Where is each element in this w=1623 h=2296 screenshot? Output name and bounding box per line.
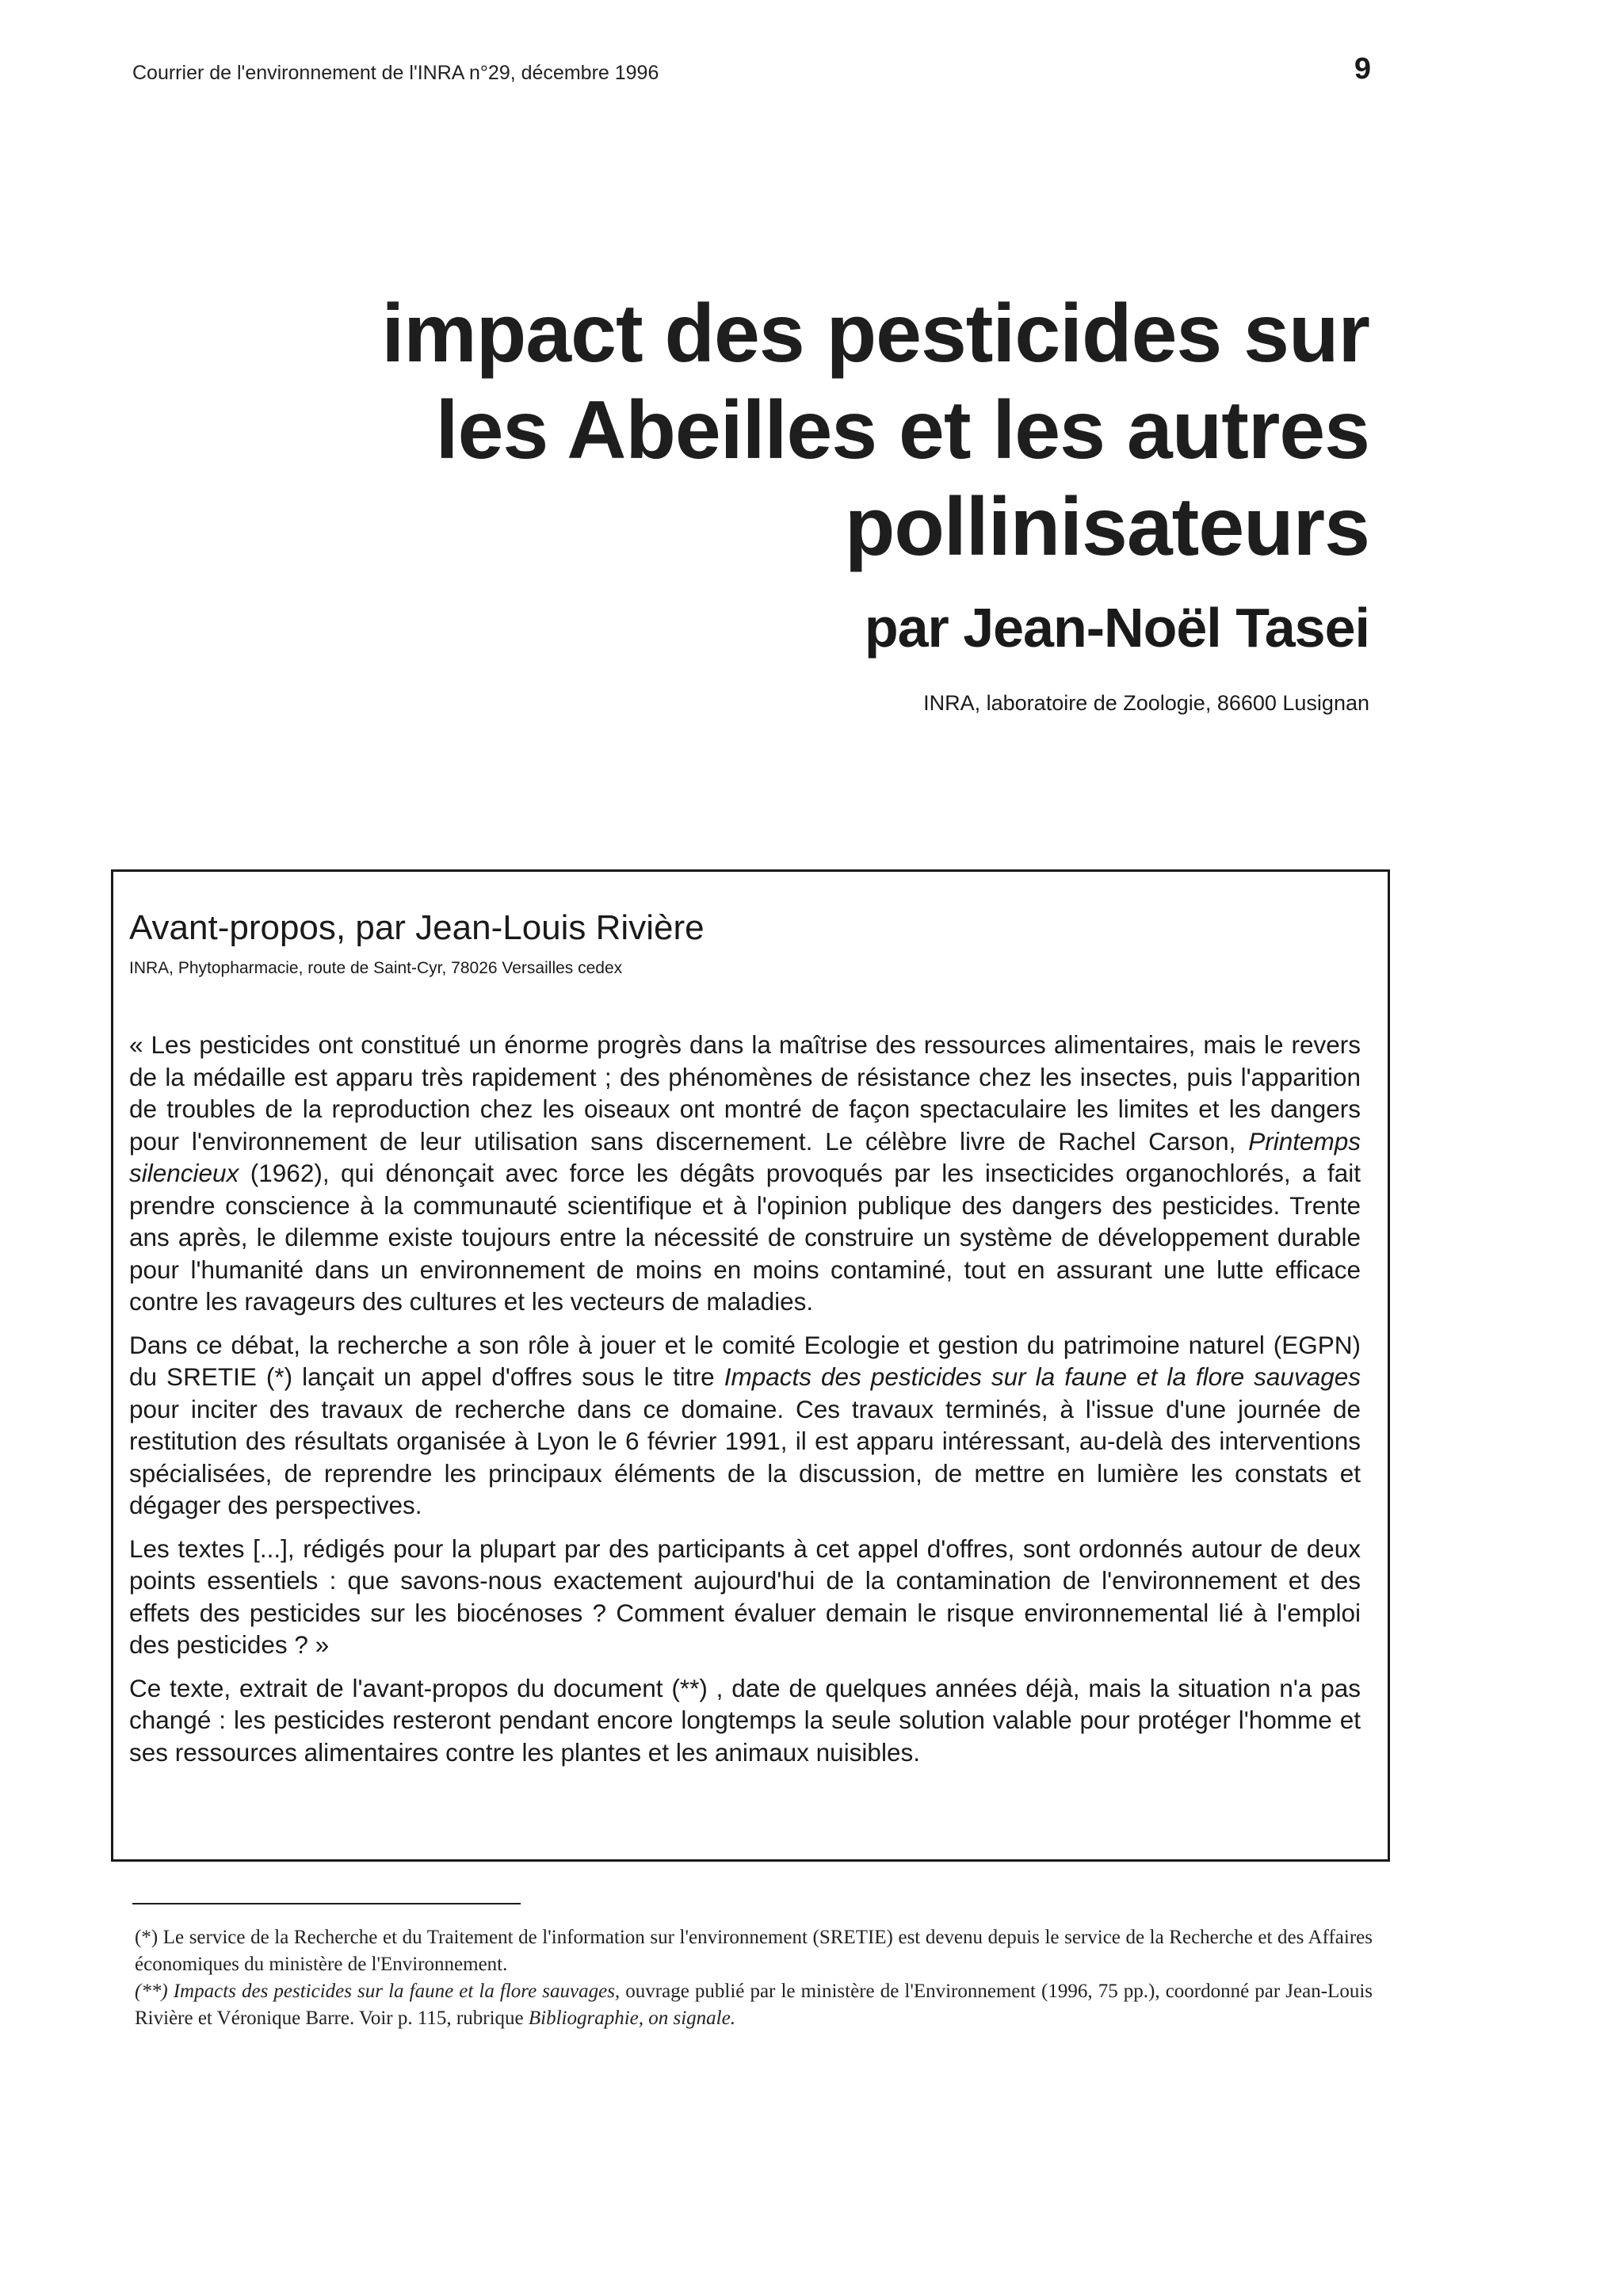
text-run: (1962), qui dénonçait avec force les dégâts provoqués par les insecticides organochlorés, a fait prendre conscience à la communauté scientifique et à l'opinion publique des dangers des pesticides. Trente ans après, le dilemme existe toujours entre la nécessité de construire un système de développement durable pour l'humanité dans un environnement de moins en moins contaminé, tout en assurant une lutte efficace contre les ravageurs des cultures et les vecteurs de maladies.: [129, 1159, 1361, 1316]
journal-header: Courrier de l'environnement de l'INRA n°29, décembre 1996: [132, 62, 659, 84]
program-title: Impacts des pesticides sur la faune et la flore sauvages: [724, 1362, 1361, 1391]
footnote-divider: [132, 1903, 521, 1904]
foreword-paragraph: [129, 1029, 1361, 1318]
text-run: « Les pesticides ont constitué un énorme progrès dans la maîtrise des ressources alimentaires, mais le revers de la médaille est apparu très rapidement ; des phénomènes de résistance chez les insectes, puis l'apparition de troubles de la reproduction chez les oiseaux ont montré de façon spectaculaire les limites et les dangers pour l'environnement de leur utilisation sans discernement. Le célèbre livre de Rachel Carson,: [129, 1030, 1361, 1156]
text-run: ouvrage publié par le ministère de l'Environnement (1996, 75 pp.), coordonné par Jean-Louis Rivière et Véronique Barre. Voir p. 115, rubrique: [135, 1981, 1373, 2029]
foreword-affiliation: INRA, Phytopharmacie, route de Saint-Cyr, 78026 Versailles cedex: [129, 959, 623, 977]
footnote: (*) Le service de la Recherche et du Traitement de l'information sur l'environnement (SRETIE) est devenu depuis le service de la Recherche et des Affaires économiques du ministère de l'Environnement.: [135, 1927, 1373, 1975]
footnote: [135, 1978, 1373, 2032]
author-byline: par Jean-Noël Tasei: [864, 597, 1369, 659]
foreword-body: [129, 1029, 1361, 1768]
text-run: Bibliographie, on signale.: [528, 2008, 735, 2029]
title-line: pollinisateurs: [844, 481, 1369, 573]
foreword-paragraph: Les textes [...], rédigés pour la plupart par des participants à cet appel d'offres, sont ordonnés autour de deux points essentiels : que savons-nous exactement aujourd'hui de la contamination de l'environnement et des effets des pesticides sur les biocénoses ? Comment évaluer demain le risque environnemental lié à l'emploi des pesticides ? »: [129, 1534, 1361, 1659]
author-affiliation: INRA, laboratoire de Zoologie, 86600 Lusignan: [923, 691, 1369, 715]
text-run: pour inciter des travaux de recherche dans ce domaine. Ces travaux terminés, à l'issue d'une journée de restitution des résultats organisée à Lyon le 6 février 1991, il est apparu intéressant, au-delà des interventions spécialisées, de reprendre les principaux éléments de la discussion, de mettre en lumière les constats et dégager des perspectives.: [129, 1394, 1361, 1519]
text-run: (**) Impacts des pesticides sur la faune et la flore sauvages,: [135, 1981, 621, 2002]
footnotes: [135, 1924, 1373, 2032]
title-line: les Abeilles et les autres: [435, 384, 1369, 476]
book-title: Printemps silencieux: [129, 1126, 1361, 1187]
page-number: 9: [1354, 52, 1371, 86]
foreword-paragraph: Ce texte, extrait de l'avant-propos du document (**) , date de quelques années déjà, mais la situation n'a pas changé : les pesticides resteront pendant encore longtemps la seule solution valable pour protéger l'homme et ses ressources alimentaires contre les plantes et les animaux nuisibles.: [129, 1673, 1361, 1767]
foreword-paragraph: [129, 1329, 1361, 1522]
text-run: Dans ce débat, la recherche a son rôle à jouer et le comité Ecologie et gestion du patrimoine naturel (EGPN) du SRETIE (*) lançait un appel d'offres sous le titre: [129, 1330, 1361, 1391]
article-title: [339, 285, 1369, 575]
title-line: impact des pesticides sur: [381, 288, 1369, 380]
foreword-box: [111, 869, 1390, 1862]
foreword-title: Avant-propos, par Jean-Louis Rivière: [129, 908, 705, 947]
